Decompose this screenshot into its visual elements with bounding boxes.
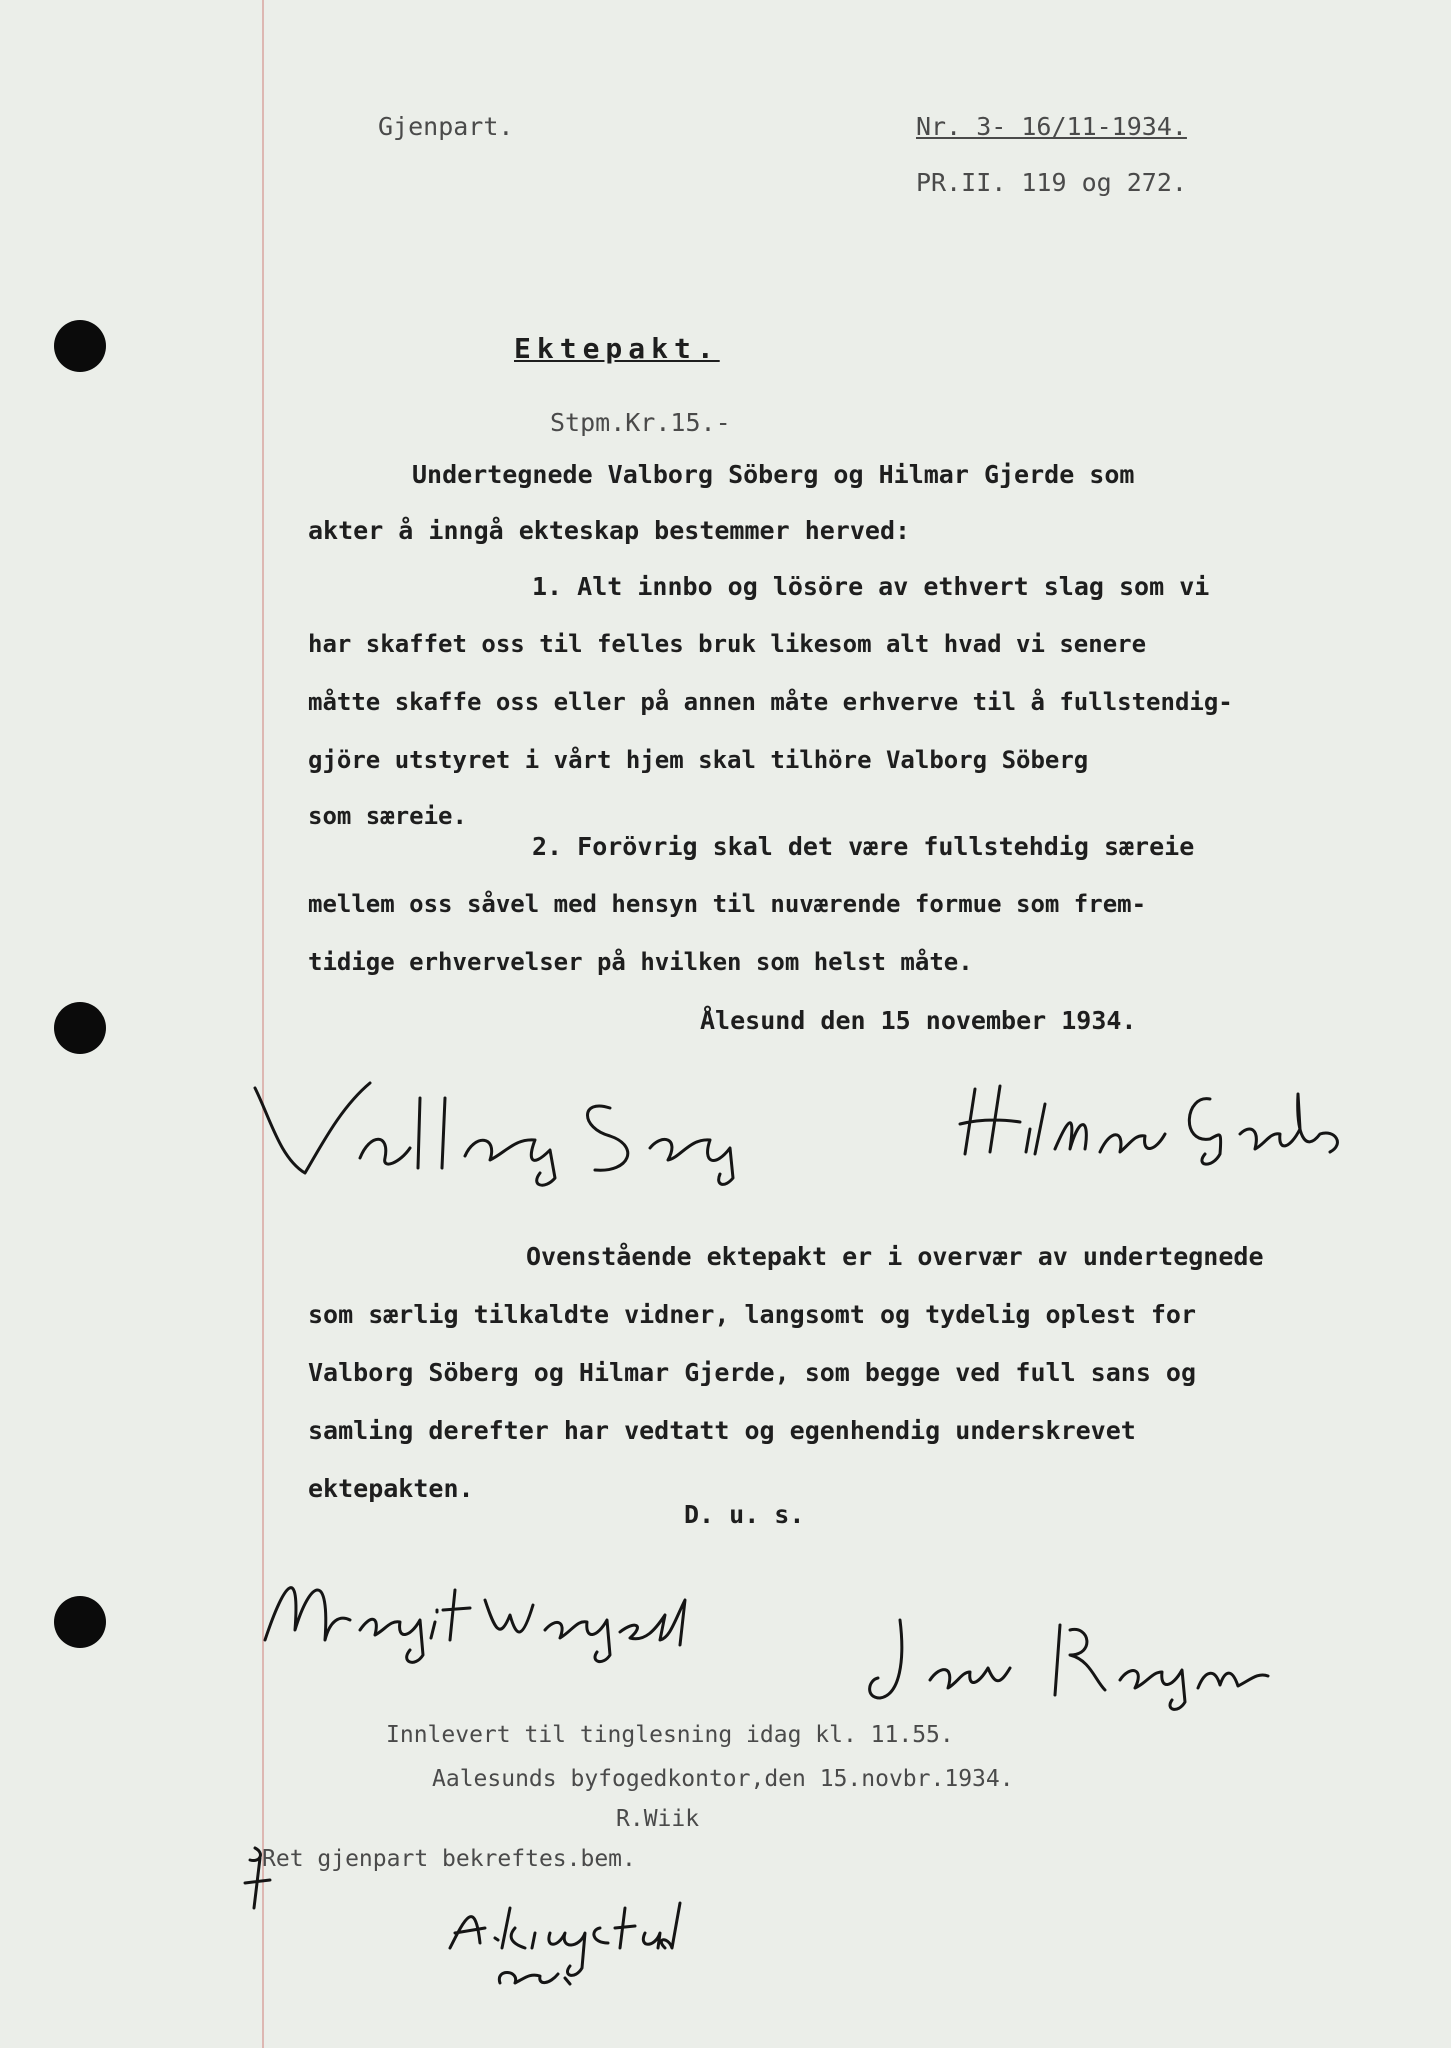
signature-witness-1 xyxy=(255,1560,715,1674)
body-line: 2. Forövrig skal det være fullstehdig særeie xyxy=(532,832,1195,861)
signature-witness-2 xyxy=(860,1610,1300,1714)
punch-hole-top xyxy=(54,320,106,372)
witness-line: samling derefter har vedtatt og egenhendig underskrevet xyxy=(308,1416,1136,1445)
signature-hilmar-gjerde xyxy=(950,1074,1370,1168)
body-line: tidige erhvervelser på hvilken som helst måte. xyxy=(308,948,973,976)
punch-hole-bottom xyxy=(54,1596,106,1648)
body-line: måtte skaffe oss eller på annen måte erhverve til å fullstendig- xyxy=(308,688,1233,716)
registration-office: Aalesunds byfogedkontor,den 15.novbr.1934. xyxy=(432,1766,1014,1792)
place-date: Ålesund den 15 november 1934. xyxy=(700,1006,1137,1035)
body-line: som særeie. xyxy=(308,802,467,830)
body-line: akter å inngå ekteskap bestemmer herved: xyxy=(308,516,911,545)
protocol-reference: PR.II. 119 og 272. xyxy=(916,168,1187,197)
body-line: har skaffet oss til felles bruk likesom alt hvad vi senere xyxy=(308,630,1147,658)
certification-mark xyxy=(240,1838,280,1922)
body-line: gjöre utstyret i vårt hjem skal tilhöre Valborg Söberg xyxy=(308,746,1089,774)
body-line: 1. Alt innbo og lösöre av ethvert slag som vi xyxy=(532,572,1210,601)
witness-line: Valborg Söberg og Hilmar Gjerde, som begge ved full sans og xyxy=(308,1358,1197,1387)
copy-label: Gjenpart. xyxy=(378,112,514,141)
document-title: Ektepakt. xyxy=(514,332,720,365)
signature-valborg-soberg xyxy=(250,1078,750,1192)
stamp-duty-line: Stpm.Kr.15.- xyxy=(550,408,731,437)
closing-dus: D. u. s. xyxy=(684,1500,805,1529)
body-line: mellem oss såvel med hensyn til nuværende formue som frem- xyxy=(308,890,1147,918)
witness-line: Ovenstående ektepakt er i overvær av undertegnede xyxy=(526,1242,1264,1271)
punch-hole-middle xyxy=(54,1002,106,1054)
witness-line: ektepakten. xyxy=(308,1474,474,1503)
margin-rule xyxy=(262,0,264,2048)
registration-clerk: R.Wiik xyxy=(616,1806,700,1832)
signature-certifier xyxy=(440,1888,720,2002)
registration-line: Innlevert til tinglesning idag kl. 11.55. xyxy=(386,1722,954,1748)
document-number: Nr. 3- 16/11-1934. xyxy=(916,112,1187,141)
copy-certification: Ret gjenpart bekreftes.bem. xyxy=(262,1846,636,1872)
witness-line: som særlig tilkaldte vidner, langsomt og tydelig oplest for xyxy=(308,1300,1197,1329)
body-line: Undertegnede Valborg Söberg og Hilmar Gjerde som xyxy=(412,460,1135,489)
